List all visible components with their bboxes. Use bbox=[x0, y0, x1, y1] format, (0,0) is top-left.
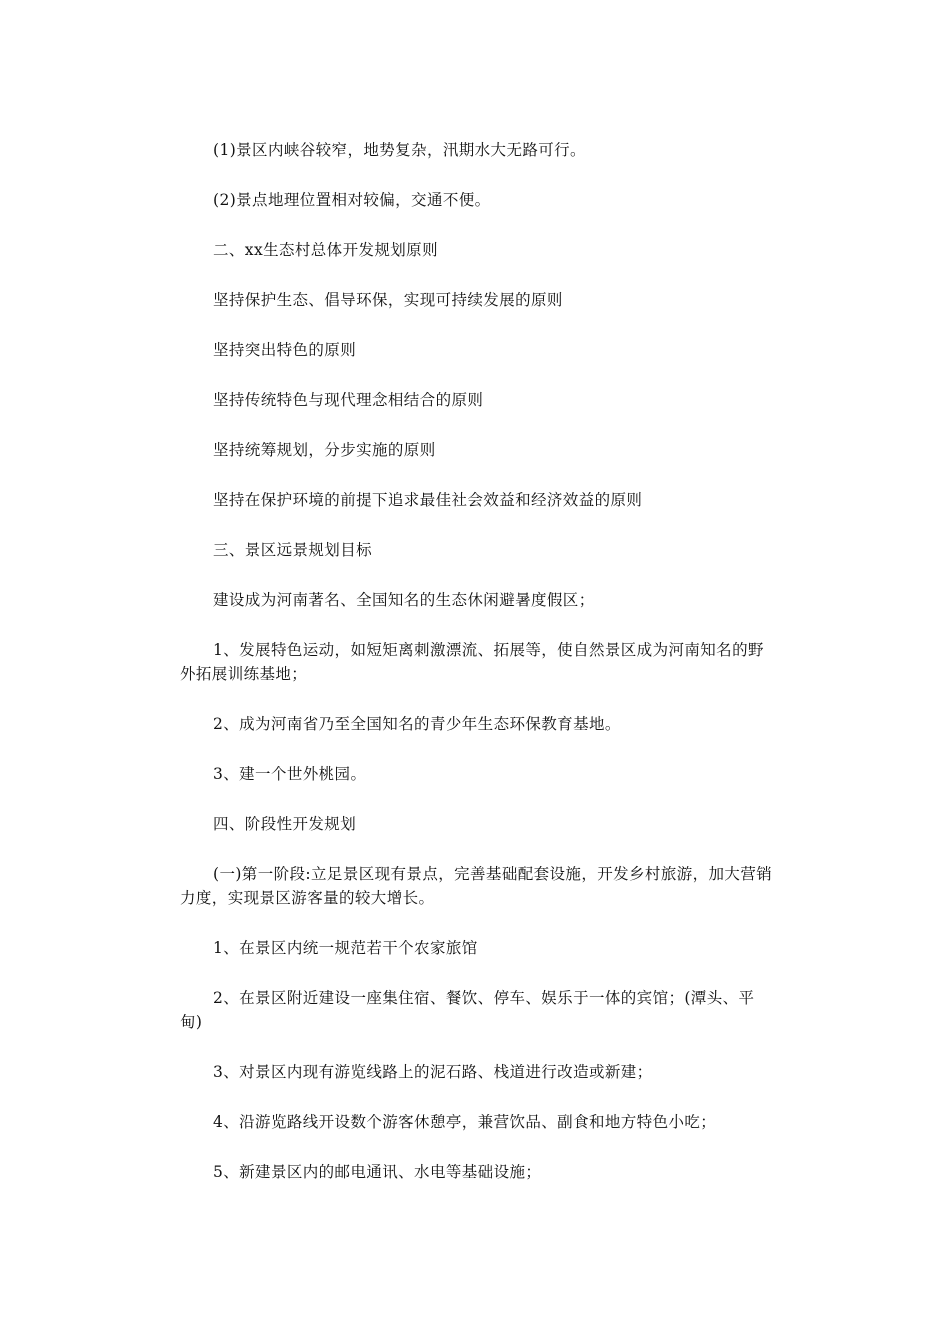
phase-1-description: (一)第一阶段:立足景区现有景点，完善基础配套设施，开发乡村旅游，加大营销力度，实现景区游客量的较大增长。 bbox=[180, 865, 773, 907]
principle-3: 坚持传统特色与现代理念相结合的原则 bbox=[213, 391, 484, 409]
principle-2: 坚持突出特色的原则 bbox=[213, 341, 357, 359]
paragraph-1: (1)景区内峡谷较窄，地势复杂，汛期水大无路可行。 bbox=[213, 141, 586, 159]
phase-1-item-2: 2、在景区附近建设一座集住宿、餐饮、停车、娱乐于一体的宾馆；(潭头、平甸) bbox=[180, 989, 755, 1031]
paragraph-2: (2)景点地理位置相对较偏，交通不便。 bbox=[213, 191, 491, 209]
section-heading-4: 四、阶段性开发规划 bbox=[213, 815, 357, 833]
section-heading-2: 二、xx生态村总体开发规划原则 bbox=[213, 241, 438, 259]
goal-intro: 建设成为河南著名、全国知名的生态休闲避暑度假区； bbox=[213, 591, 595, 609]
principle-5: 坚持在保护环境的前提下追求最佳社会效益和经济效益的原则 bbox=[213, 491, 643, 509]
goal-1: 1、发展特色运动，如短矩离刺激漂流、拓展等，使自然景区成为河南知名的野外拓展训练基地； bbox=[180, 641, 764, 683]
principle-4: 坚持统筹规划，分步实施的原则 bbox=[213, 441, 436, 459]
principle-1: 坚持保护生态、倡导环保，实现可持续发展的原则 bbox=[213, 291, 563, 309]
goal-3: 3、建一个世外桃园。 bbox=[213, 765, 367, 783]
phase-1-item-1: 1、在景区内统一规范若干个农家旅馆 bbox=[213, 939, 478, 957]
section-heading-3: 三、景区远景规划目标 bbox=[213, 541, 373, 559]
phase-1-item-3: 3、对景区内现有游览线路上的泥石路、栈道进行改造或新建； bbox=[213, 1063, 653, 1081]
phase-1-item-5: 5、新建景区内的邮电通讯、水电等基础设施； bbox=[213, 1163, 542, 1181]
goal-2: 2、成为河南省乃至全国知名的青少年生态环保教育基地。 bbox=[213, 715, 621, 733]
document-body bbox=[180, 138, 776, 1210]
phase-1-item-4: 4、沿游览路线开设数个游客休憩亭，兼营饮品、副食和地方特色小吃； bbox=[213, 1113, 717, 1131]
